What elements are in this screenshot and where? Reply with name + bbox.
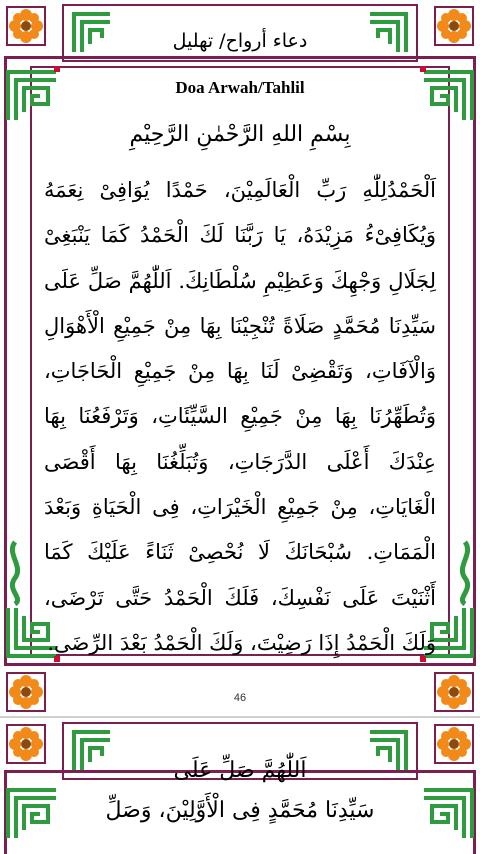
- side-vine-icon: [454, 540, 476, 606]
- corner-ornament-icon: [414, 62, 476, 124]
- corner-ornament-icon: [414, 780, 476, 842]
- side-vine-icon: [4, 540, 26, 606]
- title-arabic: دعاء أرواح/ تهليل: [172, 30, 308, 52]
- page-number: 46: [233, 692, 247, 704]
- prayer-text: اَلْحَمْدُلِلّٰهِ رَبِّ الْعَالَمِيْنَ، حَمْدًا يُوَافِىْ نِعَمَهُ وَيُكَافِىْءُ مَزِيْدَهُ، يَا رَبَّنَا لَكَ الْحَمْدُ كَمَا يَنْبَغِىْ لِجَلَالِ وَجْهِكَ وَعَظِيْمِ سُلْطَانِكَ. اَللّٰهُمَّ صَلِّ عَلَى سَيِّدِنَا مُحَمَّدٍ صَلَاةً تُنْجِيْنَا بِهَا مِنْ جَمِيْعِ الْأَهْوَالِ وَالْآفَاتِ، وَتَقْضِىْ لَنَا بِهَا مِنْ جَمِيْعِ الْحَاجَاتِ، وَتُطَهِّرُنَا بِهَا مِنْ جَمِيْعِ السَّيِّئَاتِ، وَتَرْفَعُنَا بِهَا عِنْدَكَ أَعْلَى الدَّرَجَاتِ، وَتُبَلِّغُنَا بِهَا أَقْصَى الْغَايَاتِ، مِنْ جَمِيْعِ الْخَيْرَاتِ، فِى الْحَيَاةِ وَبَعْدَ الْمَمَاتِ. سُبْحَانَكَ لَا نُحْصِىْ ثَنَاءً عَلَيْكَ كَمَا أَثْنَيْتَ عَلَى نَفْسِكَ، فَلَكَ الْحَمْدُ حَتَّى تَرْضَى، وَلَكَ الْحَمْدُ إِذَا رَضِيْتَ، وَلَكَ الْحَمْدُ بَعْدَ الرِّضَى.: [44, 178, 436, 655]
- document-page-47: [0, 718, 480, 854]
- flower-medallion-icon: [6, 672, 46, 712]
- corner-ornament-icon: [4, 62, 66, 124]
- flower-medallion-icon: [6, 724, 46, 764]
- flower-medallion-icon: [434, 6, 474, 46]
- flower-medallion-icon: [434, 724, 474, 764]
- flower-medallion-icon: [6, 6, 46, 46]
- prayer-line-2: سَيِّدِنَا مُحَمَّدٍ فِى الْأَوَّلِيْنَ، وَصَلِّ: [105, 798, 375, 823]
- title-latin: Doa Arwah/Tahlil: [175, 78, 305, 97]
- corner-ornament-icon: [4, 780, 66, 842]
- basmala-line: بِسْمِ اللهِ الرَّحْمٰنِ الرَّحِيْمِ: [129, 122, 351, 147]
- flower-medallion-icon: [434, 672, 474, 712]
- prayer-line-1: اَللّٰهُمَّ صَلِّ عَلَى: [173, 758, 307, 783]
